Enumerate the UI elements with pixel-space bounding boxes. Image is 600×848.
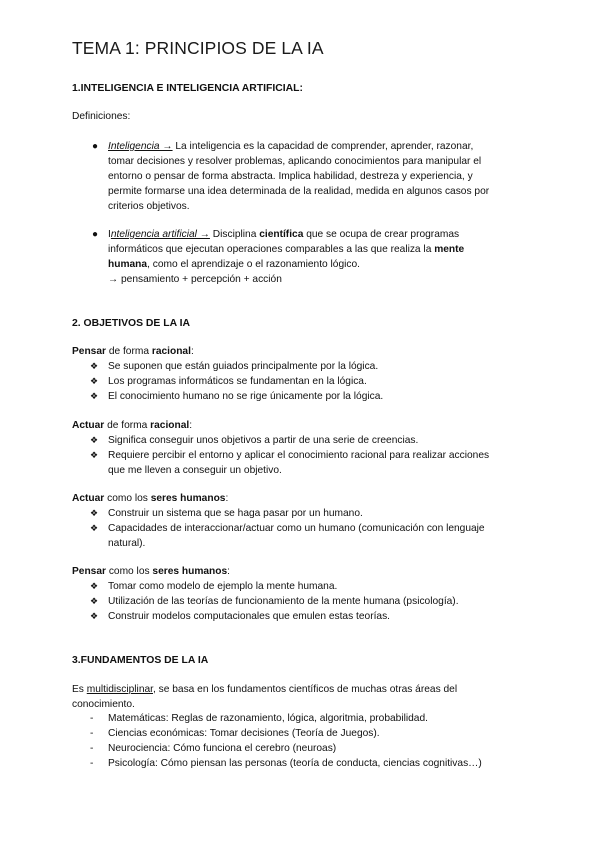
def2-line-1 [108, 227, 459, 242]
s3-item-3: Neurociencia: Cómo funciona el cerebro (neuroas) [108, 743, 337, 754]
def1-line-3: entorno o pensar de forma abstracta. Implica habilidad, destreza y experiencia, y [108, 171, 473, 182]
def2-line-3 [108, 257, 360, 272]
def2-l2-text: informáticos que ejecutan operaciones comparables a las que realiza la [108, 244, 435, 255]
definiciones-label: Definiciones: [72, 111, 131, 122]
def2-prefix: I [108, 229, 111, 240]
g1-w3: racional [151, 346, 191, 357]
intro-underlined: multidisciplinar [86, 684, 153, 695]
g4-item-1: Tomar como modelo de ejemplo la mente humana. [108, 581, 338, 592]
group-4-heading [72, 564, 230, 579]
def2-line-4: → pensamiento + percepción + acción [108, 274, 282, 285]
dash-bullet-icon: - [90, 743, 94, 754]
bullet-dot-icon: ● [92, 141, 99, 152]
g2-w1: Actuar [72, 420, 105, 431]
g1-item-1: Se suponen que están guiados principalmente por la lógica. [108, 361, 379, 372]
diamond-bullet-icon: ❖ [90, 611, 99, 621]
g3-w1: Actuar [72, 493, 105, 504]
g2-item-2-line-1: Requiere percibir el entorno y aplicar el conocimiento racional para realizar acciones [108, 450, 490, 461]
g4-w4: : [227, 566, 231, 577]
diamond-bullet-icon: ❖ [90, 596, 99, 606]
def2-l3-text: , como el aprendizaje o el razonamiento lógico. [147, 259, 360, 270]
g2-w2: de forma [104, 420, 151, 431]
group-1-heading [72, 344, 194, 359]
diamond-bullet-icon: ❖ [90, 523, 99, 533]
g1-w1: Pensar [72, 346, 106, 357]
dash-bullet-icon: - [90, 758, 94, 769]
g1-w2: de forma [105, 346, 152, 357]
diamond-bullet-icon: ❖ [90, 391, 99, 401]
def2-text-a: Disciplina [209, 229, 260, 240]
def2-bold-cientifica: científica [259, 229, 304, 240]
dash-bullet-icon: - [90, 713, 94, 724]
g4-w1: Pensar [72, 566, 106, 577]
def2-line-2 [108, 242, 464, 257]
diamond-bullet-icon: ❖ [90, 435, 99, 445]
def2-bold-humana: humana [108, 259, 148, 270]
intro-b: , se basa en los fundamentos científicos de muchas otras áreas del [152, 684, 458, 695]
intro-a: Es [72, 684, 87, 695]
diamond-bullet-icon: ❖ [90, 581, 99, 591]
g3-item-2-line-2: natural). [108, 538, 146, 549]
group-2-heading [72, 418, 192, 433]
g4-item-2: Utilización de las teorías de funcionamiento de la mente humana (psicología). [108, 596, 459, 607]
bullet-dot-icon: ● [92, 229, 99, 240]
g2-item-1: Significa conseguir unos objetivos a partir de una serie de creencias. [108, 435, 419, 446]
s3-item-1: Matemáticas: Reglas de razonamiento, lógica, algoritmia, probabilidad. [108, 713, 428, 724]
dash-bullet-icon: - [90, 728, 94, 739]
g3-item-1: Construir un sistema que se haga pasar por un humano. [108, 508, 363, 519]
def1-line-4: permite formarse una idea determinada de la realidad, medida en algunos casos por [108, 186, 490, 197]
group-3-heading [72, 491, 228, 506]
def2-bold-mente: mente [434, 244, 465, 255]
g3-w2: como los [104, 493, 151, 504]
s3-item-4: Psicología: Cómo piensan las personas (teoría de conducta, ciencias cognitivas…) [108, 758, 482, 769]
g4-w3: seres humanos [152, 566, 228, 577]
g1-item-3: El conocimiento humano no se rige únicamente por la lógica. [108, 391, 384, 402]
diamond-bullet-icon: ❖ [90, 450, 99, 460]
def1-line-5: criterios objetivos. [108, 201, 190, 212]
def1-term: Inteligencia → [108, 141, 173, 152]
s3-item-2: Ciencias económicas: Tomar decisiones (Teoría de Juegos). [108, 728, 380, 739]
g3-w3: seres humanos [150, 493, 226, 504]
g1-w4: : [190, 346, 194, 357]
diamond-bullet-icon: ❖ [90, 361, 99, 371]
g3-item-2-line-1: Capacidades de interaccionar/actuar como un humano (comunicación con lenguaje [108, 523, 485, 534]
def1-line-1 [108, 139, 473, 154]
diamond-bullet-icon: ❖ [90, 376, 99, 386]
g2-w4: : [189, 420, 193, 431]
g4-item-3: Construir modelos computacionales que emulen estas teorías. [108, 611, 391, 622]
g1-item-2: Los programas informáticos se fundamentan en la lógica. [108, 376, 367, 387]
section-3-intro-line-2: conocimiento. [72, 699, 135, 710]
g2-w3: racional [150, 420, 190, 431]
g2-item-2-line-2: que me lleven a conseguir un objetivo. [108, 465, 282, 476]
def2-text-c: que se ocupa de crear programas [303, 229, 460, 240]
g3-w4: : [225, 493, 229, 504]
section-3-heading: 3.FUNDAMENTOS DE LA IA [72, 655, 209, 666]
section-2-heading: 2. OBJETIVOS DE LA IA [72, 318, 190, 329]
diamond-bullet-icon: ❖ [90, 508, 99, 518]
page-title: TEMA 1: PRINCIPIOS DE LA IA [72, 38, 324, 58]
def1-line-2: tomar decisiones y resolver problemas, aplicando conocimientos para manipular el [108, 156, 482, 167]
def1-text: La inteligencia es la capacidad de comprender, aprender, razonar, [172, 141, 474, 152]
section-3-intro-line-1 [72, 682, 457, 697]
def2-term: nteligencia artificial → [110, 229, 210, 240]
section-1-heading: 1.INTELIGENCIA E INTELIGENCIA ARTIFICIAL: [72, 83, 303, 94]
g4-w2: como los [105, 566, 153, 577]
